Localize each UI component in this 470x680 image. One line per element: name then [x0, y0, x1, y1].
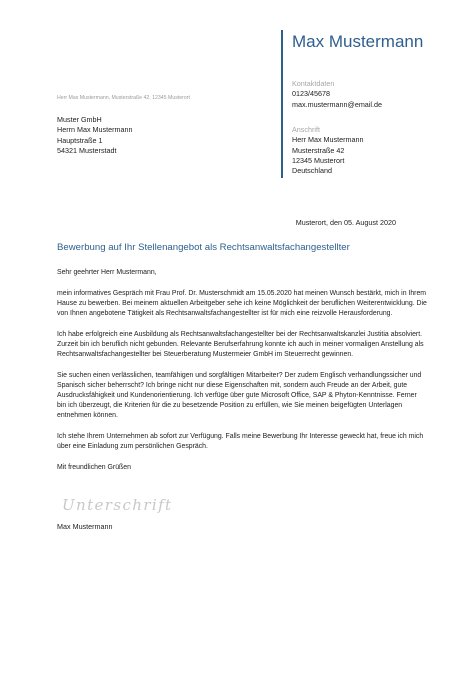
email-address: max.mustermann@email.de — [292, 99, 382, 109]
contact-block — [292, 79, 382, 110]
signer-name: Max Mustermann — [57, 522, 113, 531]
recipient-block — [57, 115, 133, 156]
address-line: 12345 Musterort — [292, 155, 345, 165]
letter-subject: Bewerbung auf Ihr Stellenangebot als Rechtsanwaltsfachangestellter — [57, 242, 350, 253]
contact-label: Kontaktdaten — [292, 79, 335, 88]
body-paragraph: Ich habe erfolgreich eine Ausbildung als Rechtsanwaltsfachangestellter bei der Rechtsanwaltskanzlei Justitia absolviert. Zurzeit bin ich beruflich nicht gebunden. Relevante Berufserfahrung konnte ich auch in meiner vormaligen Anstellung als Rechtsanwaltsfachangestellter bei Steuerberatung Mustermeier GmbH im Steuerrecht gewinnen. — [57, 330, 424, 358]
phone-number: 0123/45678 — [292, 89, 330, 99]
address-line: Herr Max Mustermann — [292, 135, 364, 145]
applicant-name: Max Mustermann — [292, 32, 424, 51]
letter-body — [57, 268, 427, 483]
address-line: Musterstraße 42 — [292, 145, 345, 155]
address-block — [292, 125, 364, 176]
letter-date: Musterort, den 05. August 2020 — [295, 218, 396, 227]
header-divider-line — [281, 30, 283, 178]
recipient-line: Muster GmbH — [57, 115, 102, 124]
salutation: Sehr geehrter Herr Mustermann, — [57, 269, 157, 276]
recipient-line: Herrn Max Mustermann — [57, 125, 133, 135]
body-paragraph: Ich stehe Ihrem Unternehmen ab sofort zur Verfügung. Falls meine Bewerbung Ihr Interesse geweckt hat, freue ich mich über eine Einladung zum persönlichen Gespräch. — [57, 433, 424, 451]
recipient-line: Hauptstraße 1 — [57, 135, 103, 145]
closing: Mit freundlichen Grüßen — [57, 463, 131, 471]
address-label: Anschrift — [292, 125, 320, 134]
recipient-line: 54321 Musterstadt — [57, 145, 117, 155]
sender-return-line: Herr Max Mustermann, Musterstraße 42, 12345 Musterort — [57, 95, 190, 101]
body-paragraph: mein informatives Gespräch mit Frau Prof. Dr. Musterschmidt am 15.05.2020 hat meinen Wunsch bestärkt, mich in Ihrem Hause zu bewerben. Bei meinem aktuellen Arbeitgeber sehe ich keine Möglichkeit der beruflichen Weiterentwicklung. Die von Ihnen angebotene Tätigkeit als Rechtsanwaltsfachangestellter ist für mich eine reizvolle Herausforderung. — [57, 289, 427, 317]
address-line: Deutschland — [292, 166, 332, 176]
signature-placeholder: Unterschrift — [62, 496, 173, 514]
body-paragraph: Sie suchen einen verlässlichen, teamfähigen und sorgfältigen Mitarbeiter? Der zudem Englisch verhandlungssicher und Spanisch sicher beherrscht? Ich bringe nicht nur diese Eigenschaften mit, sondern auch Freude an der Arbeit, gute Ausdrucksfähigkeit und Kundenorientierung. Ich verfüge über gute Microsoft Office, SAP & Phyton-Kenntnisse. Ferner bin ich überzeugt, die Kriterien für die zu besetzende Position zu erfüllen, wie Sie meinen beigefügten Unterlagen entnehmen können. — [57, 371, 422, 420]
